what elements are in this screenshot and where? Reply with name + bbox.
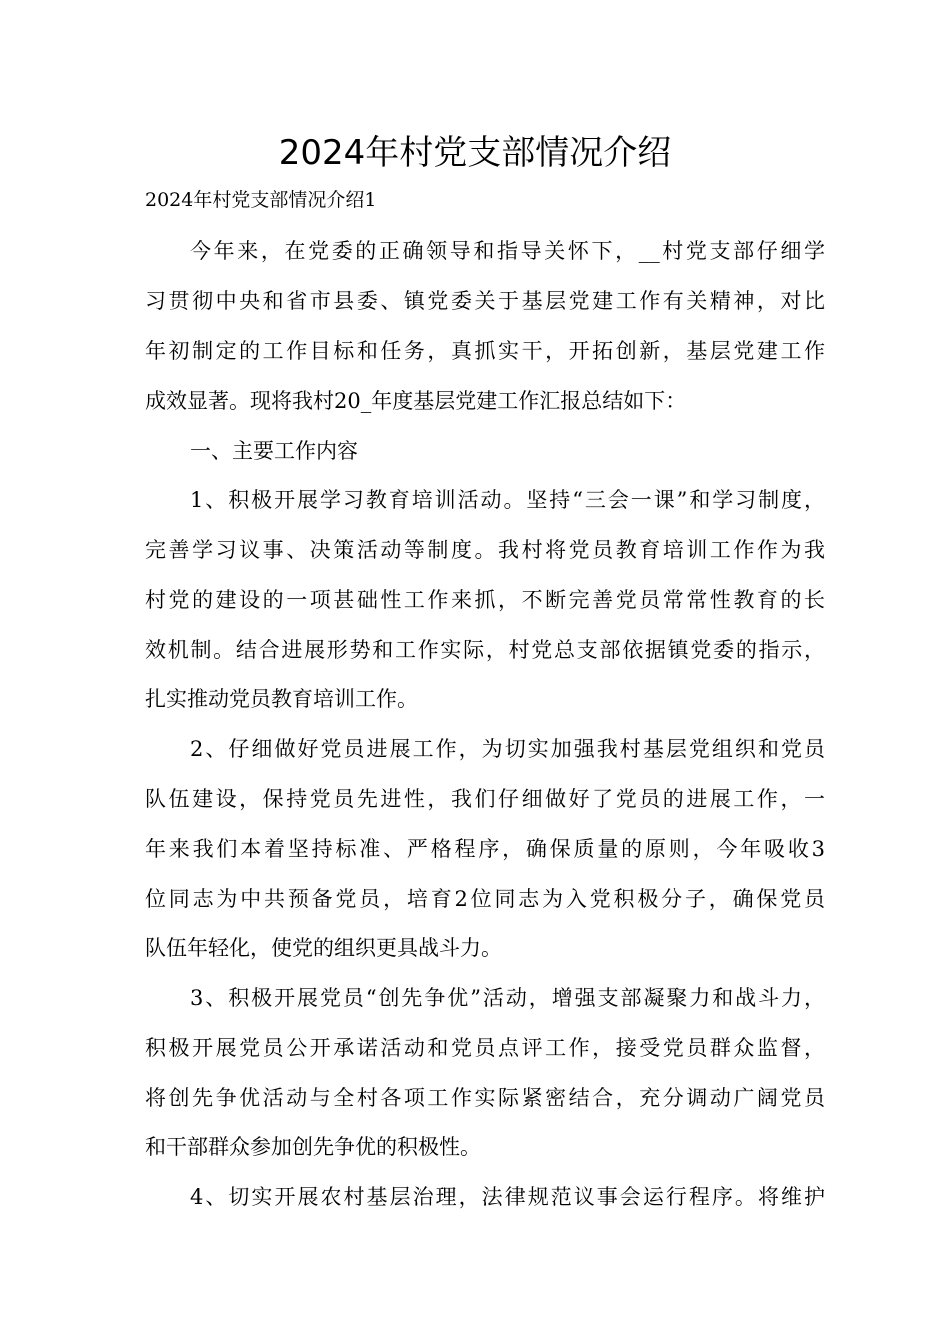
- paragraph-4-line-3: 将创先争优活动与全村各项工作实际紧密结合，充分调动广阔党员: [145, 1086, 825, 1110]
- paragraph-2-line-1: 1、积极开展学习教育培训活动。坚持“三会一课”和学习制度，: [190, 488, 825, 512]
- paragraph-2-line-3: 村党的建设的一项甚础性工作来抓，不断完善党员常常性教育的长: [145, 588, 825, 612]
- paragraph-3-line-3: 年来我们本着坚持标准、严格程序，确保质量的原则，今年吸收3: [145, 837, 825, 861]
- paragraph-4-line-1: 3、积极开展党员“创先争优”活动，增强支部凝聚力和战斗力，: [190, 986, 825, 1010]
- paragraph-3-line-2: 队伍建设，保持党员先进性，我们仔细做好了党员的进展工作，一: [145, 787, 825, 811]
- paragraph-1-line-1: 今年来，在党委的正确领导和指导关怀下，__村党支部仔细学: [190, 239, 825, 263]
- paragraph-2-line-4: 效机制。结合进展形势和工作实际，村党总支部依据镇党委的指示，: [145, 638, 825, 662]
- paragraph-1-line-3: 年初制定的工作目标和任务，真抓实干，开拓创新，基层党建工作: [145, 339, 825, 363]
- paragraph-2-line-2: 完善学习议事、决策活动等制度。我村将党员教育培训工作作为我: [145, 538, 825, 562]
- paragraph-1-line-2: 习贯彻中央和省市县委、镇党委关于基层党建工作有关精神，对比: [145, 289, 825, 313]
- paragraph-3-line-1: 2、仔细做好党员进展工作，为切实加强我村基层党组织和党员: [190, 737, 825, 761]
- paragraph-3-line-5: 队伍年轻化，使党的组织更具战斗力。: [145, 936, 502, 960]
- paragraph-5-line-1: 4、切实开展农村基层治理，法律规范议事会运行程序。将维护: [190, 1185, 825, 1209]
- document-title: 2024年村党支部情况介绍: [278, 133, 672, 173]
- document-subtitle: 2024年村党支部情况介绍1: [145, 189, 377, 211]
- paragraph-4-line-4: 和干部群众参加创先争优的积极性。: [145, 1135, 481, 1159]
- paragraph-2-line-5: 扎实推动党员教育培训工作。: [145, 687, 418, 711]
- paragraph-4-line-2: 积极开展党员公开承诺活动和党员点评工作，接受党员群众监督，: [145, 1036, 825, 1060]
- paragraph-3-line-4: 位同志为中共预备党员，培育2位同志为入党积极分子，确保党员: [145, 887, 825, 911]
- section-heading: 一、主要工作内容: [190, 439, 358, 463]
- paragraph-1-line-4: 成效显著。现将我村20_年度基层党建工作汇报总结如下：: [145, 389, 687, 413]
